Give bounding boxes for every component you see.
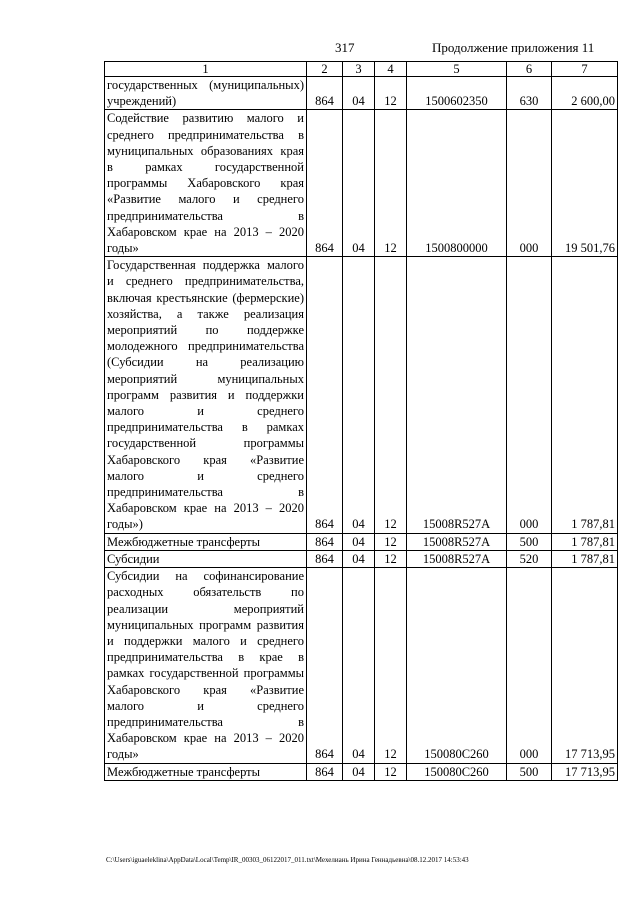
cell-amount: 17 713,95: [552, 763, 618, 780]
cell-expense-type: 520: [507, 550, 552, 567]
cell-amount: 2 600,00: [552, 77, 618, 110]
cell-section: 04: [343, 533, 375, 550]
row-name: Субсидии: [105, 550, 307, 567]
column-header: 3: [343, 62, 375, 77]
cell-subsection: 12: [375, 550, 407, 567]
cell-subsection: 12: [375, 763, 407, 780]
header-row: [105, 62, 618, 77]
column-header: 4: [375, 62, 407, 77]
cell-code: 864: [307, 110, 343, 257]
cell-section: 04: [343, 568, 375, 763]
cell-expense-type: 630: [507, 77, 552, 110]
cell-code: 864: [307, 568, 343, 763]
cell-amount: 19 501,76: [552, 110, 618, 257]
cell-expense-type: 000: [507, 110, 552, 257]
row-name: Содействие развитию малого и среднего предпринимательства в муниципальных образованиях края в рамках государственной программы Хабаровского края «Развитие малого и среднего предпринимательства в Хабаровском крае на 2013 – 2020 годы»: [105, 110, 307, 257]
cell-target: 1500800000: [407, 110, 507, 257]
cell-section: 04: [343, 257, 375, 533]
row-name: Межбюджетные трансферты: [105, 533, 307, 550]
cell-subsection: 12: [375, 257, 407, 533]
cell-target: 150080С260: [407, 763, 507, 780]
cell-subsection: 12: [375, 568, 407, 763]
cell-amount: 1 787,81: [552, 257, 618, 533]
file-path-footer: C:\Users\iguaeleklina\AppData\Local\Temp\IR_00303_06122017_011.txt\Мехелиань Ирина Геннадьевна\08.12.2017 14:53:43: [106, 856, 469, 864]
cell-section: 04: [343, 110, 375, 257]
cell-section: 04: [343, 77, 375, 110]
cell-subsection: 12: [375, 110, 407, 257]
table-row: [105, 550, 618, 567]
table-row: [105, 568, 618, 763]
cell-expense-type: 000: [507, 568, 552, 763]
row-name: Субсидии на софинансирование расходных обязательств по реализации мероприятий муниципальных программ развития и поддержки малого и среднего предпринимательства в крае в рамках государственной программы Хабаровского края «Развитие малого и среднего предпринимательства в Хабаровском крае на 2013 – 2020 годы»: [105, 568, 307, 763]
cell-section: 04: [343, 550, 375, 567]
column-header: 7: [552, 62, 618, 77]
cell-code: 864: [307, 550, 343, 567]
column-header: 1: [105, 62, 307, 77]
cell-target: 1500602350: [407, 77, 507, 110]
cell-amount: 1 787,81: [552, 550, 618, 567]
table-row: [105, 533, 618, 550]
column-header: 2: [307, 62, 343, 77]
cell-section: 04: [343, 763, 375, 780]
row-name: Межбюджетные трансферты: [105, 763, 307, 780]
cell-code: 864: [307, 77, 343, 110]
cell-code: 864: [307, 257, 343, 533]
table-row: [105, 77, 618, 110]
column-header: 6: [507, 62, 552, 77]
cell-amount: 1 787,81: [552, 533, 618, 550]
column-header: 5: [407, 62, 507, 77]
cell-expense-type: 500: [507, 763, 552, 780]
cell-target: 150080С260: [407, 568, 507, 763]
cell-code: 864: [307, 533, 343, 550]
row-name: Государственная поддержка малого и среднего предпринимательства, включая крестьянские (фермерские) хозяйства, а также реализация мероприятий по поддержке молодежного предпринимательства (Субсидии на реализацию мероприятий муниципальных программ развития и поддержки малого и среднего предпринимательства в рамках государственной программы Хабаровского края «Развитие малого и среднего предпринимательства в Хабаровском крае на 2013 – 2020 годы»): [105, 257, 307, 533]
cell-target: 15008R527A: [407, 550, 507, 567]
cell-subsection: 12: [375, 533, 407, 550]
budget-table: [104, 61, 618, 781]
cell-expense-type: 500: [507, 533, 552, 550]
table-row: [105, 763, 618, 780]
page-number: 317: [335, 40, 355, 55]
cell-target: 15008R527A: [407, 533, 507, 550]
cell-code: 864: [307, 763, 343, 780]
table-row: [105, 110, 618, 257]
cell-amount: 17 713,95: [552, 568, 618, 763]
cell-expense-type: 000: [507, 257, 552, 533]
cell-target: 15008R527A: [407, 257, 507, 533]
appendix-label: Продолжение приложения 11: [432, 40, 595, 55]
cell-subsection: 12: [375, 77, 407, 110]
row-name: государственных (муниципальных) учреждений): [105, 77, 307, 110]
table-row: [105, 257, 618, 533]
